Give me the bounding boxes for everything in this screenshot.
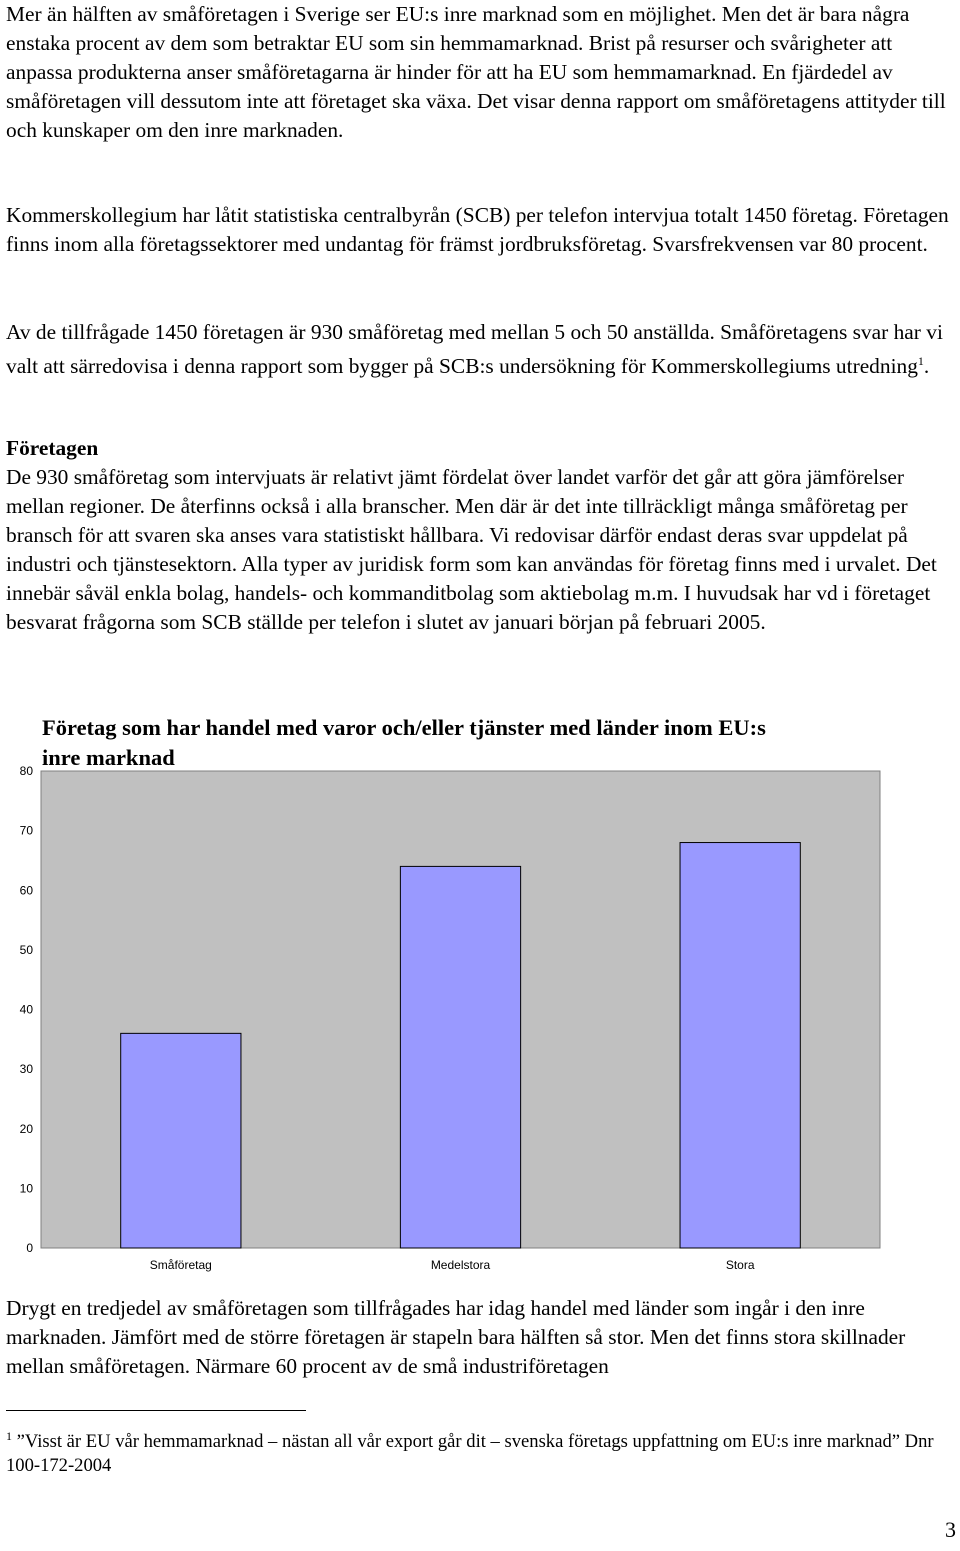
section-heading: Företagen: [6, 436, 99, 460]
sample-paragraph-text: Av de tillfrågade 1450 företagen är 930 småföretag med mellan 5 och 50 anställda. Småföretagens svar har vi valt att särredovisa i denna rapport som bygger på SCB:s undersökning för Kommerskollegiums utredning: [6, 320, 943, 379]
intro-paragraph: Mer än hälften av småföretagen i Sverige ser EU:s inre marknad som en möjlighet. Men det är bara några enstaka procent av dem som betraktar EU som sin hemmamarknad. Brist på resurser och svårigheter att anpassa produkterna anser småföretagarna är hinder för att ha EU som hemmamarknad. En fjärdedel av småföretagen vill dessutom inte att företaget ska växa. Det visar denna rapport om småföretagens attityder till och kunskaper om den inre marknaden.: [6, 2, 946, 142]
y-tick-label: 40: [19, 1002, 33, 1017]
x-axis-labels: [150, 1258, 755, 1272]
sample-paragraph: [6, 318, 960, 381]
x-tick-label: Stora: [725, 1258, 755, 1272]
method-paragraph: Kommerskollegium har låtit statistiska centralbyrån (SCB) per telefon intervjua totalt 1450 företag. Företagen finns inom alla företagssektorer med undantag för främst jordbruksföretag. Svarsfrekvensen var 80 procent.: [6, 203, 949, 256]
page-number: 3: [945, 1517, 956, 1542]
y-axis-ticks: [20, 764, 34, 1255]
chart-title: Företag som har handel med varor och/eller tjänster med länder inom EU:s inre marknad: [42, 715, 766, 770]
y-tick-label: 10: [19, 1181, 33, 1196]
footnote-number: 1: [6, 1429, 12, 1443]
x-tick-label: Medelstora: [430, 1258, 491, 1272]
bar-stora: [680, 843, 800, 1248]
footnote-text: ”Visst är EU vår hemmamarknad – nästan all vår export går dit – svenska företags uppfattning om EU:s inre marknad” Dnr 100-172-2004: [6, 1431, 934, 1477]
y-tick-label: 50: [19, 942, 33, 957]
y-tick-label: 30: [19, 1062, 33, 1077]
bar-medelstora: [400, 866, 520, 1248]
y-tick-label: 80: [19, 764, 33, 778]
y-tick-label: 20: [19, 1121, 33, 1136]
footnote-reference: 1: [917, 354, 924, 368]
bar-chart: [0, 700, 960, 1290]
bar-småföretag: [121, 1033, 241, 1248]
y-tick-label: 60: [19, 883, 33, 898]
x-tick-label: Småföretag: [149, 1258, 212, 1272]
footnote-divider: [6, 1410, 306, 1411]
companies-paragraph: De 930 småföretag som intervjuats är relativt jämt fördelat över landet varför det går att göra jämförelser mellan regioner. De återfinns också i alla branscher. Men där är det inte tillräckligt många småföretag per bransch för att svaren ska anses vara statistiskt hållbara. Vi redovisar därför endast deras svar uppdelat på industri och tjänstesektorn. Alla typer av juridisk form som kan användas för företag finns med i urvalet. Det innebär såväl enkla bolag, handels- och kommanditbolag som aktiebolag m.m. I huvudsak har vd i företaget besvarat frågorna som SCB ställde per telefon i slutet av januari början på februari 2005.: [6, 465, 937, 634]
y-tick-label: 70: [19, 823, 33, 838]
y-tick-label: 0: [26, 1241, 33, 1255]
footnote: [6, 1424, 951, 1478]
sample-paragraph-end: .: [923, 354, 930, 379]
result-paragraph: Drygt en tredjedel av småföretagen som tillfrågades har idag handel med länder som ingår i den inre marknaden. Jämfört med de större företagen är stapeln bara hälften så stor. Men det finns stora skillnader mellan småföretagen. Närmare 60 procent av de små industriföretagen: [6, 1296, 906, 1378]
